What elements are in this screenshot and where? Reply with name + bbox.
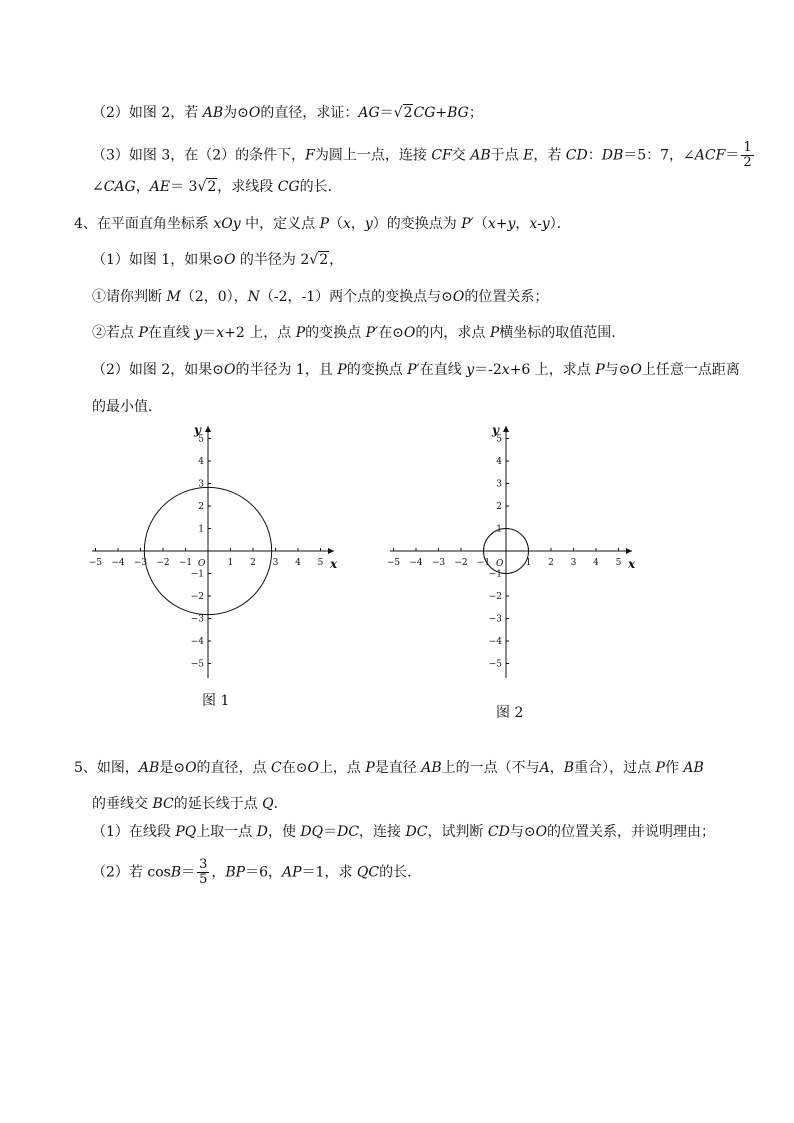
text: AB <box>470 147 491 164</box>
x-tick-label: −3 <box>133 558 148 568</box>
text: ＝-2 <box>474 362 502 378</box>
text: CF <box>431 147 452 164</box>
text: CD <box>565 147 588 164</box>
x-tick-label: −4 <box>111 558 125 568</box>
text: O <box>185 760 197 776</box>
text: 的半径为 1，且 <box>235 362 338 378</box>
figure-1-caption: 图 1 <box>202 693 230 709</box>
q4-part1a <box>92 287 548 307</box>
text: P <box>337 362 347 378</box>
text: 的变换点 <box>346 362 408 378</box>
x-tick-label: 4 <box>295 558 301 568</box>
text: 上的一点（不与 <box>441 760 540 776</box>
text: （2）如图 2，如果⊙ <box>92 362 224 378</box>
y-tick-label: 3 <box>198 479 204 490</box>
text: 在直线 <box>147 325 195 341</box>
x-tick-label: −5 <box>386 558 401 568</box>
text: O <box>403 325 416 341</box>
text: DQ <box>300 824 324 840</box>
text: B <box>563 760 575 776</box>
text: 4、在平面直角坐标系 <box>74 216 214 232</box>
text: （3）如图 3，在（2）的条件下， <box>92 147 306 164</box>
x-tick-label: −5 <box>88 558 103 568</box>
fraction <box>741 141 753 170</box>
radicand: 2 <box>403 105 413 121</box>
y-tick-labels <box>191 435 205 670</box>
text: x <box>216 325 225 341</box>
y-tick-label: −2 <box>488 592 502 602</box>
text: ， <box>515 216 530 232</box>
text: ： <box>587 147 602 164</box>
text: ＝ <box>181 864 196 881</box>
radicand: 2 <box>319 252 329 268</box>
sqrt-expression: √2 <box>393 105 413 121</box>
text: 于点 <box>490 147 524 164</box>
text: O <box>535 824 548 840</box>
text: 与⊙ <box>604 362 631 378</box>
x-axis-label: x <box>628 557 636 571</box>
text: O <box>224 252 236 268</box>
text: 的位置关系； <box>464 289 549 305</box>
text: O <box>630 362 642 378</box>
text: ＝ <box>725 147 740 164</box>
y-tick-label: −4 <box>488 637 502 647</box>
text: QC <box>356 864 380 881</box>
origin-label: O <box>496 559 504 569</box>
text: 的直径，点 <box>196 760 271 776</box>
y-tick-label: −5 <box>190 659 204 670</box>
text: ＝1，求 <box>301 864 357 881</box>
denominator: 2 <box>743 155 752 170</box>
text: 交 <box>451 147 471 164</box>
y-tick-label: −5 <box>488 659 502 670</box>
text: y <box>466 362 475 378</box>
text: （-2，-1）两个点的变换点与⊙ <box>259 289 453 305</box>
q4-title <box>74 214 571 234</box>
radicand: 2 <box>207 179 217 195</box>
text: P <box>295 325 306 341</box>
text: 为圆上一点，连接 <box>314 147 432 164</box>
y-tick-label: 2 <box>496 502 502 512</box>
text: 的位置关系，并说明理由； <box>547 824 716 840</box>
text: 的长． <box>379 864 422 881</box>
x-tick-label: −1 <box>476 558 491 568</box>
text: ＝5：7，∠ <box>623 147 695 164</box>
text: CG <box>277 179 300 195</box>
text: ，试判断 <box>427 824 488 840</box>
text: AG <box>358 105 380 121</box>
x-tick-label: 1 <box>227 558 234 568</box>
text: 为⊙ <box>223 105 249 121</box>
text: AE <box>149 179 171 195</box>
text: D <box>256 824 268 840</box>
numerator: 3 <box>199 857 208 872</box>
text: 在直线 <box>419 362 467 378</box>
text: ＝ <box>202 325 217 341</box>
text: 在⊙ <box>378 325 404 341</box>
text: AB <box>138 760 160 776</box>
q4-part1 <box>92 250 343 270</box>
q3-part2 <box>92 103 483 123</box>
text: P′ <box>461 216 474 232</box>
sqrt-expression: √2 <box>309 252 329 268</box>
q4-part1b <box>92 323 625 343</box>
text: P <box>595 362 605 378</box>
text: DC <box>337 824 360 840</box>
text: ， <box>329 252 344 268</box>
y-tick-label: 1 <box>198 524 204 535</box>
text: E <box>523 147 534 164</box>
x-axis-label: x <box>330 557 338 571</box>
y-tick-label: 2 <box>198 502 204 512</box>
text: ，若 <box>533 147 566 164</box>
text: B <box>170 864 182 881</box>
text: ， <box>135 179 150 195</box>
text: 的半径为 2 <box>235 252 310 268</box>
sqrt-expression: √2 <box>197 179 217 195</box>
text: AB <box>421 760 442 776</box>
text: ， <box>549 760 564 776</box>
y-tick-label: −3 <box>190 614 204 625</box>
text: 是⊙ <box>159 760 186 776</box>
x-tick-label: −1 <box>178 558 193 568</box>
text: AB <box>683 760 704 776</box>
text: 的长． <box>299 179 342 195</box>
text: 的直径，求证： <box>260 105 359 121</box>
y-tick-label: 4 <box>496 457 502 467</box>
y-tick-labels <box>489 435 503 670</box>
text: （2，0）， <box>180 289 248 305</box>
text: +2 上，点 <box>224 325 296 341</box>
text: ＝ <box>379 105 394 121</box>
text: P <box>319 216 329 232</box>
text: 5、如图， <box>74 760 139 776</box>
text: （ <box>328 216 343 232</box>
q3-part3-cont <box>92 177 342 197</box>
text: 与⊙ <box>509 824 536 840</box>
text: CD <box>487 824 510 840</box>
x-tick-label: 4 <box>593 558 599 568</box>
text: ）． <box>549 216 571 232</box>
origin-label: O <box>198 559 206 569</box>
text: x+y <box>487 216 516 232</box>
text: ，连接 <box>359 824 406 840</box>
q5-title <box>74 758 704 778</box>
text: CAG <box>103 179 136 195</box>
y-tick-label: 5 <box>496 434 502 445</box>
numerator: 1 <box>743 140 752 155</box>
text: +6 上，求点 <box>509 362 596 378</box>
text: （1）如图 1，如果⊙ <box>92 252 224 268</box>
x-tick-label: 5 <box>317 558 324 568</box>
text: BP <box>225 864 246 881</box>
text: P <box>655 760 665 776</box>
text: x <box>501 362 510 378</box>
text: ； <box>468 105 483 121</box>
text: Q <box>262 796 274 812</box>
text: x <box>342 216 351 232</box>
text: ＝ 3 <box>170 179 198 195</box>
text: ，使 <box>267 824 301 840</box>
text: M <box>166 289 181 305</box>
text: CG+BG <box>413 105 469 121</box>
text: O <box>224 362 236 378</box>
x-tick-label: 1 <box>525 558 532 568</box>
text: 的延长线于点 <box>173 796 263 812</box>
text: ＝ <box>323 824 338 840</box>
text: ∠ <box>92 179 104 195</box>
text: ． <box>273 796 288 812</box>
text: ②若点 <box>92 325 139 341</box>
text: C <box>271 760 282 776</box>
text: AB <box>202 105 224 121</box>
q4-part2 <box>92 360 740 380</box>
y-tick-label: 4 <box>198 457 204 467</box>
text: （1）在线段 <box>92 824 176 840</box>
text: 上取一点 <box>196 824 257 840</box>
x-tick-label: −3 <box>431 558 446 568</box>
text: 是直径 <box>374 760 422 776</box>
text: 的变换点 <box>305 325 366 341</box>
y-tick-label: 3 <box>496 479 502 490</box>
q5-title-cont <box>92 794 288 814</box>
text: 上，点 <box>318 760 366 776</box>
text: ，求线段 <box>217 179 278 195</box>
text: P <box>489 325 500 341</box>
text: N <box>247 289 260 305</box>
text: O <box>452 289 465 305</box>
y-tick-label: −1 <box>190 569 204 580</box>
text: O <box>307 760 319 776</box>
text: P′ <box>407 362 420 378</box>
text: PQ <box>175 824 197 840</box>
q5-part2 <box>92 858 421 887</box>
text: 中，定义点 <box>240 216 320 232</box>
text: （2）若 cos <box>92 864 171 881</box>
x-tick-label: 3 <box>570 558 577 568</box>
text: ①请你判断 <box>92 289 167 305</box>
denominator: 5 <box>199 872 208 887</box>
text: （ <box>473 216 488 232</box>
figure-2-coordinate-plane <box>386 420 646 690</box>
x-tick-label: −2 <box>454 558 468 568</box>
text: AP <box>282 864 302 881</box>
y-tick-label: −1 <box>488 569 502 580</box>
text: 的垂线交 <box>92 796 153 812</box>
x-tick-label: 5 <box>615 558 622 568</box>
figure-2-caption: 图 2 <box>496 705 524 721</box>
text: ， <box>211 864 226 881</box>
text: DC <box>405 824 428 840</box>
x-tick-label: −4 <box>409 558 423 568</box>
text: DB <box>601 147 624 164</box>
text: （2）如图 2，若 <box>92 105 203 121</box>
text: P <box>365 760 375 776</box>
x-tick-label: 2 <box>548 558 554 568</box>
q3-part3 <box>92 141 756 170</box>
y-tick-label: −4 <box>190 637 204 647</box>
x-tick-labels <box>89 558 324 568</box>
y-axis-label: y <box>194 423 201 437</box>
text: 上任意一点距离 <box>641 362 740 378</box>
x-tick-label: 3 <box>272 558 279 568</box>
text: F <box>305 147 315 164</box>
text: 作 <box>664 760 684 776</box>
text: ， <box>350 216 365 232</box>
y-tick-label: 1 <box>496 524 502 535</box>
text: xOy <box>213 216 241 232</box>
y-tick-label: 5 <box>198 434 204 445</box>
fraction <box>197 858 209 887</box>
q5-part1 <box>92 822 715 842</box>
text: O <box>248 105 261 121</box>
text: 重合），过点 <box>574 760 656 776</box>
text: x-y <box>529 216 550 232</box>
text: y <box>364 216 373 232</box>
y-tick-label: −2 <box>190 592 204 602</box>
figure-1-coordinate-plane <box>88 420 348 690</box>
x-tick-label: −2 <box>156 558 170 568</box>
text: 的内，求点 <box>415 325 490 341</box>
y-axis-label: y <box>492 423 499 437</box>
text: 横坐标的取值范围． <box>499 325 626 341</box>
text: P <box>138 325 148 341</box>
text: BC <box>152 796 174 812</box>
y-tick-label: −3 <box>488 614 502 625</box>
text: ＝6， <box>245 864 283 881</box>
text: 在⊙ <box>281 760 308 776</box>
q4-part2-cont: 的最小值． <box>92 399 162 415</box>
x-tick-labels <box>387 558 622 568</box>
text: y <box>194 325 203 341</box>
text: ）的变换点为 <box>372 216 462 232</box>
text: A <box>539 760 550 776</box>
text: P′ <box>365 325 379 341</box>
x-tick-label: 2 <box>250 558 256 568</box>
text: ACF <box>694 147 726 164</box>
